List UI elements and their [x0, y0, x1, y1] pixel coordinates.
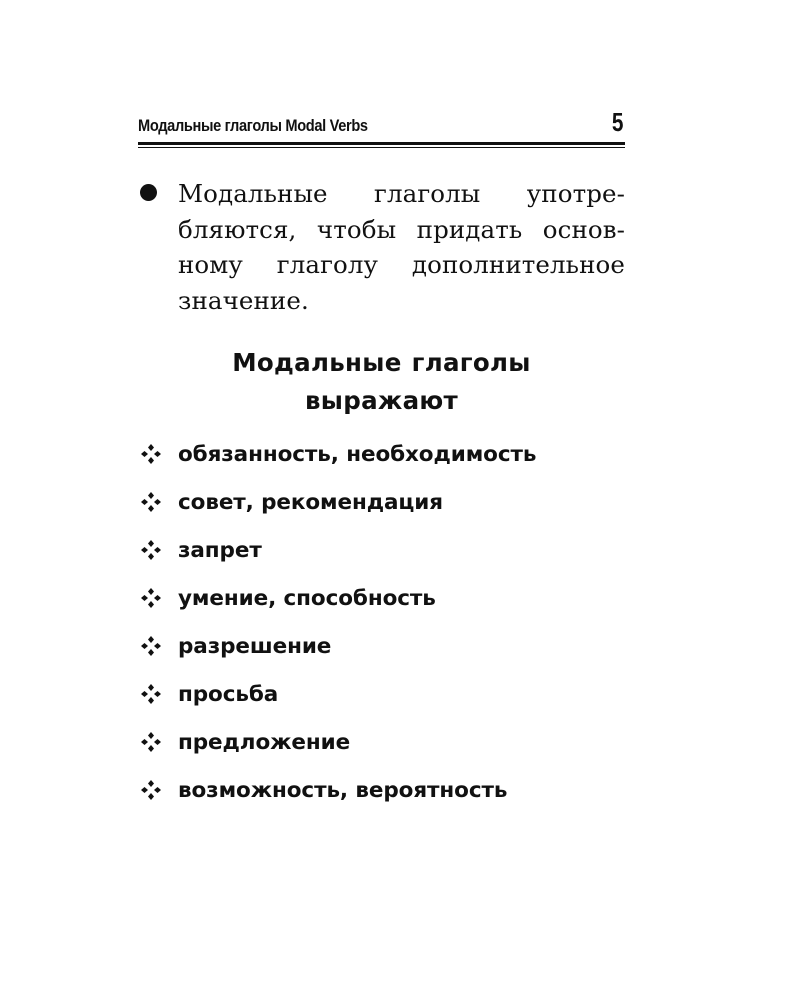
list-item [138, 718, 625, 766]
list-item-label: обязанность, необходимость [178, 441, 537, 467]
list-item [138, 670, 625, 718]
intro-text [178, 176, 625, 318]
section-title-line-1 [138, 344, 625, 382]
filled-circle-bullet-icon [140, 184, 157, 201]
intro-line: значение. [178, 285, 309, 315]
running-head [138, 107, 625, 142]
list-item [138, 430, 625, 478]
list-item-label: запрет [178, 537, 262, 563]
list-item-label: совет, рекомендация [178, 489, 443, 515]
header-rule-thick [138, 142, 625, 145]
modal-meanings-list [138, 430, 625, 814]
section-title [138, 344, 625, 420]
intro-line: ному глаголу дополнительное [178, 250, 625, 279]
four-diamond-bullet-icon [138, 585, 164, 611]
list-item-label: предложение [178, 729, 351, 755]
four-diamond-bullet-icon [138, 633, 164, 659]
list-item-label: умение, способность [178, 585, 436, 611]
section-title-line-2: выражают [304, 386, 459, 415]
list-item [138, 478, 625, 526]
page-number: 5 [611, 107, 623, 137]
list-item-label: разрешение [178, 633, 332, 659]
intro-line: Модальные глаголы употре- [178, 179, 625, 208]
list-item-label: возможность, вероятность [178, 777, 508, 803]
four-diamond-bullet-icon [138, 537, 164, 563]
section-title-word: глаголы [411, 348, 531, 377]
four-diamond-bullet-icon [138, 777, 164, 803]
section-title-word: Модальные [232, 348, 402, 377]
list-item [138, 574, 625, 622]
list-item [138, 526, 625, 574]
intro-line: бляются, чтобы придать основ- [178, 214, 625, 244]
header-rule-thin [138, 147, 625, 148]
four-diamond-bullet-icon [138, 729, 164, 755]
four-diamond-bullet-icon [138, 489, 164, 515]
running-head-title: Модальные глаголы Modal Verbs [138, 116, 368, 135]
four-diamond-bullet-icon [138, 681, 164, 707]
list-item [138, 622, 625, 670]
list-item [138, 766, 625, 814]
four-diamond-bullet-icon [138, 441, 164, 467]
intro-paragraph [138, 176, 625, 318]
list-item-label: просьба [178, 681, 279, 707]
